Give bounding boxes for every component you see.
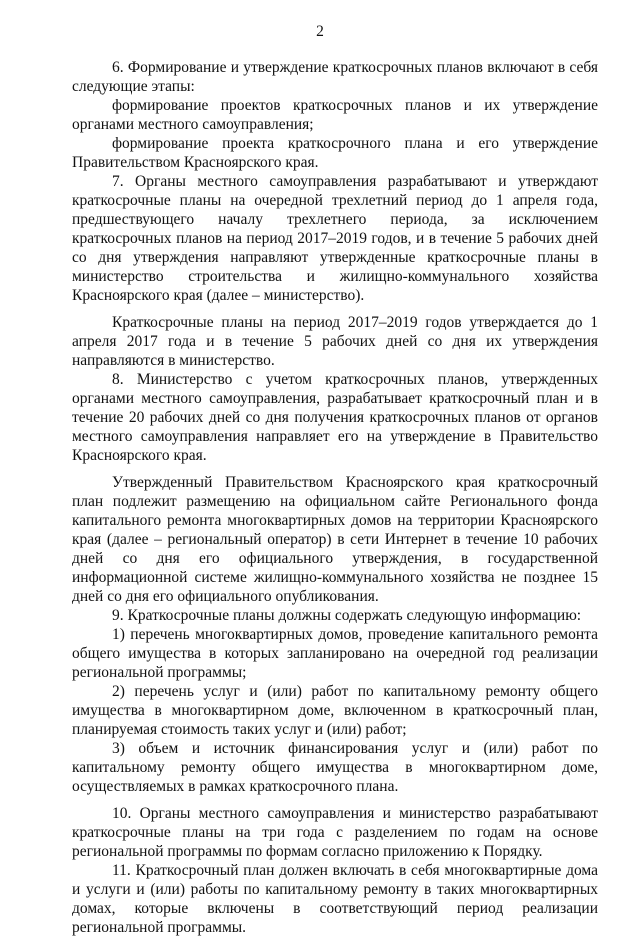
- paragraph-6-stage-2: формирование проекта краткосрочного плана и его утверждение Правительством Красноярского края.: [72, 135, 598, 171]
- paragraph-6-stage-1: формирование проектов краткосрочных планов и их утверждение органами местного самоуправления;: [72, 97, 598, 133]
- page-number: 2: [316, 23, 324, 40]
- paragraph-8: 8. Министерство с учетом краткосрочных планов, утвержденных органами местного самоуправления, разрабатывает краткосрочный план и в течение 20 рабочих дней со дня получения краткосрочных планов от органов местного самоуправления направляет его на утверждение в Правительство Красноярского края.: [72, 371, 598, 464]
- paragraph-8-continued: Утвержденный Правительством Красноярского края краткосрочный план подлежит размещению на официальном сайте Регионального фонда капитального ремонта многоквартирных домов на территории Красноярского края (далее – региональный оператор) в сети Интернет в течение 10 рабочих дней со дня его официального утверждения, в государственной информационной системе жилищно-коммунального хозяйства не позднее 15 дней со дня его официального опубликования.: [72, 474, 598, 605]
- paragraph-11: 11. Краткосрочный план должен включать в себя многоквартирные дома и услуги и (или) работы по капитальному ремонту в таких многоквартирных домах, которые включены в соответствующий период реализации региональной программы.: [72, 862, 598, 936]
- paragraph-9-item-3: 3) объем и источник финансирования услуг и (или) работ по капитальному ремонту общего имущества в многоквартирном доме, осуществляемых в рамках краткосрочного плана.: [72, 740, 598, 795]
- paragraph-10: 10. Органы местного самоуправления и министерство разрабатывают краткосрочные планы на три года с разделением по годам на основе региональной программы по формам согласно приложению к Порядку.: [72, 805, 598, 860]
- paragraph-9: 9. Краткосрочные планы должны содержать следующую информацию:: [112, 607, 582, 624]
- paragraph-9-item-2: 2) перечень услуг и (или) работ по капитальному ремонту общего имущества в многоквартирном доме, включенном в краткосрочный план, планируемая стоимость таких услуг и (или) работ;: [72, 683, 598, 738]
- paragraph-7: 7. Органы местного самоуправления разрабатывают и утверждают краткосрочные планы на очередной трехлетний период до 1 апреля года, предшествующего началу трехлетнего периода, за исключением краткосрочных планов на период 2017–2019 годов, и в течение 5 рабочих дней со дня утверждения направляют утвержденные краткосрочные планы в министерство строительства и жилищно-коммунального хозяйства Красноярского края (далее – министерство).: [72, 173, 598, 304]
- paragraph-9-item-1: 1) перечень многоквартирных домов, проведение капитального ремонта общего имущества в которых запланировано на очередной год реализации региональной программы;: [72, 626, 598, 681]
- document-body: [72, 58, 598, 937]
- paragraph-6: 6. Формирование и утверждение краткосрочных планов включают в себя следующие этапы:: [72, 59, 598, 95]
- paragraph-7-continued: Краткосрочные планы на период 2017–2019 годов утверждается до 1 апреля 2017 года и в течение 5 рабочих дней со дня их утверждения направляются в министерство.: [72, 314, 598, 369]
